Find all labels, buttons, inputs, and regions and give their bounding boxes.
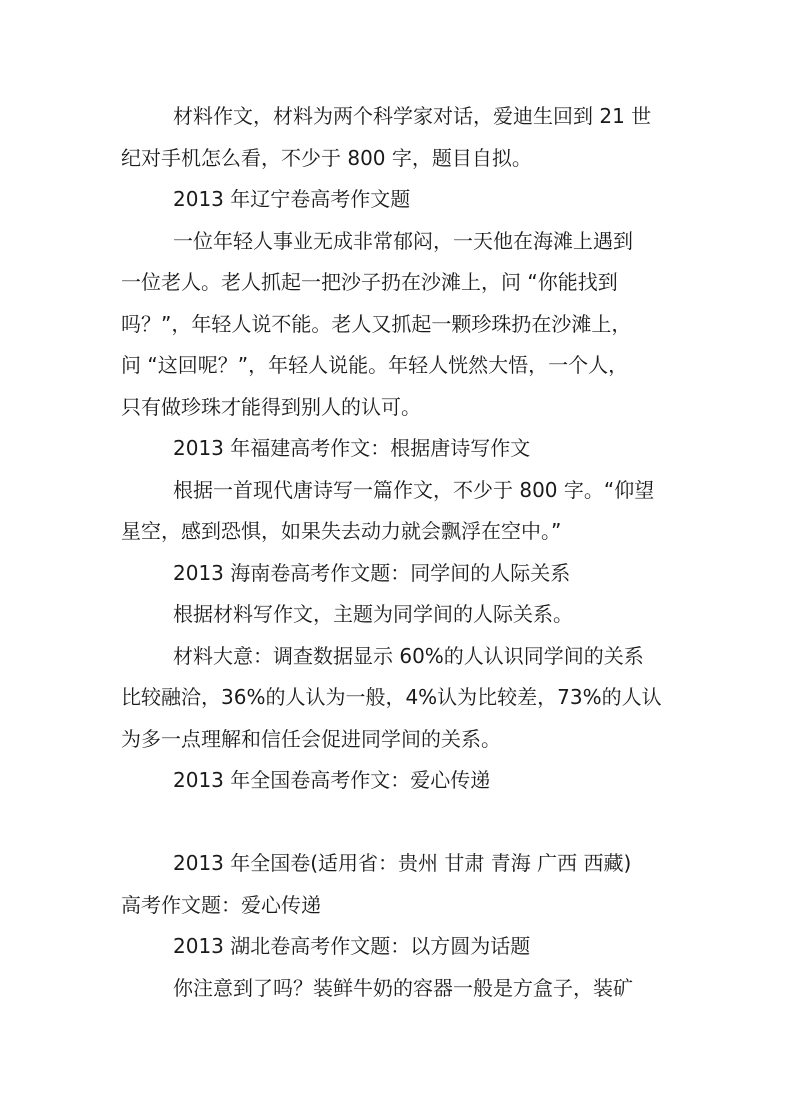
section-heading: 2013 年福建高考作文：根据唐诗写作文 bbox=[173, 436, 531, 460]
section-heading: 2013 年全国卷高考作文：爱心传递 bbox=[173, 768, 491, 792]
paragraph-line: 根据一首现代唐诗写一篇作文，不少于 800 字。“仰望 bbox=[173, 477, 655, 502]
document-body bbox=[121, 96, 681, 1009]
paragraph-line: 材料作文，材料为两个科学家对话，爱迪生回到 21 世 bbox=[173, 104, 652, 128]
paragraph-line: 只有做珍珠才能得到别人的认可。 bbox=[121, 394, 421, 419]
paragraph-line: 吗？”，年轻人说不能。老人又抓起一颗珍珠扔在沙滩上， bbox=[121, 311, 632, 336]
paragraph-line: 比较融洽，36%的人认为一般，4%认为比较差，73%的人认 bbox=[121, 685, 662, 709]
paragraph-line: 星空，感到恐惧，如果失去动力就会飘浮在空中。” bbox=[121, 519, 562, 543]
paragraph-line: 高考作文题：爱心传递 bbox=[121, 892, 321, 917]
section-heading: 2013 年辽宁卷高考作文题 bbox=[173, 187, 411, 211]
section-heading: 2013 海南卷高考作文题：同学间的人际关系 bbox=[173, 560, 571, 585]
blank-line bbox=[121, 802, 681, 844]
section-heading: 2013 湖北卷高考作文题：以方圆为话题 bbox=[173, 934, 531, 958]
paragraph-line: 纪对手机怎么看，不少于 800 字，题目自拟。 bbox=[121, 145, 532, 170]
paragraph-line: 为多一点理解和信任会促进同学间的关系。 bbox=[121, 726, 501, 751]
paragraph-line: 你注意到了吗？装鲜牛奶的容器一般是方盒子，装矿 bbox=[173, 975, 633, 1000]
section-heading: 2013 年全国卷(适用省：贵州 甘肃 青海 广西 西藏) bbox=[173, 851, 632, 875]
paragraph-line: 一位年轻人事业无成非常郁闷，一天他在海滩上遇到 bbox=[173, 228, 633, 253]
paragraph-line: 问 “这回呢？”，年轻人说能。年轻人恍然大悟，一个人， bbox=[121, 353, 629, 377]
paragraph-line: 根据材料写作文，主题为同学间的人际关系。 bbox=[173, 602, 573, 626]
paragraph-line: 材料大意：调查数据显示 60%的人认识同学间的关系 bbox=[173, 643, 644, 668]
paragraph-line: 一位老人。老人抓起一把沙子扔在沙滩上，问 “你能找到 bbox=[121, 270, 618, 294]
